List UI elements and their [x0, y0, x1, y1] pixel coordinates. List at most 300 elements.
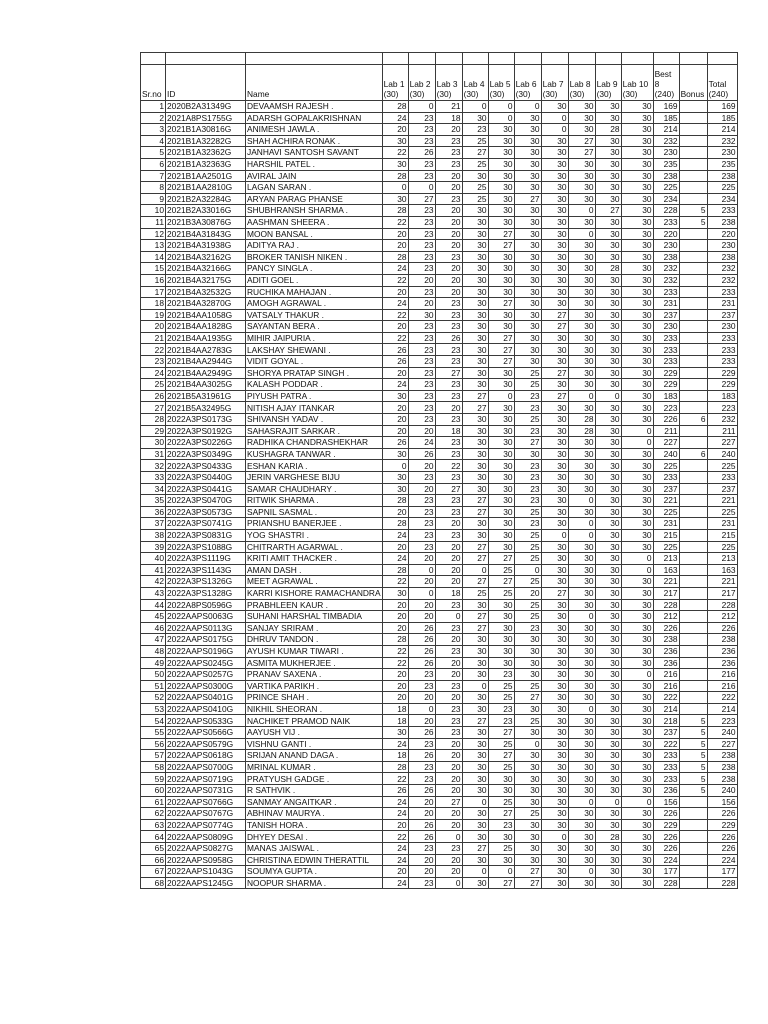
- table-cell: 2021B4A32166G: [166, 263, 246, 275]
- table-cell: 30: [595, 587, 621, 599]
- table-cell: 30: [595, 483, 621, 495]
- table-cell: 30: [488, 645, 514, 657]
- table-cell: 30: [621, 611, 653, 623]
- table-cell: 61: [141, 796, 166, 808]
- table-cell: 30: [488, 448, 514, 460]
- table-cell: 215: [653, 529, 679, 541]
- table-cell: 233: [653, 344, 679, 356]
- table-cell: 25: [488, 761, 514, 773]
- table-cell: 30: [462, 669, 488, 681]
- table-cell: 0: [568, 228, 595, 240]
- table-cell: 23: [514, 622, 541, 634]
- table-cell: 20: [382, 692, 408, 704]
- table-cell: 28: [382, 518, 408, 530]
- table-cell: 0: [408, 703, 435, 715]
- table-cell: 20: [382, 367, 408, 379]
- table-row: [141, 611, 738, 623]
- table-cell: 33: [141, 472, 166, 484]
- table-cell: DHRUV TANDON .: [246, 634, 383, 646]
- table-cell: 30: [621, 506, 653, 518]
- table-cell: 28: [595, 263, 621, 275]
- table-cell: 27: [514, 866, 541, 878]
- table-cell: [679, 379, 707, 391]
- table-cell: 30: [488, 425, 514, 437]
- table-cell: 30: [568, 599, 595, 611]
- table-cell: [679, 680, 707, 692]
- table-cell: 30: [621, 112, 653, 124]
- table-cell: 30: [595, 518, 621, 530]
- table-cell: 25: [514, 379, 541, 391]
- table-cell: 30: [621, 831, 653, 843]
- table-cell: 20: [382, 506, 408, 518]
- table-row: [141, 460, 738, 472]
- table-cell: PRANAV SAXENA .: [246, 669, 383, 681]
- table-cell: 30: [621, 761, 653, 773]
- table-cell: 4: [141, 135, 166, 147]
- table-cell: 30: [382, 472, 408, 484]
- header-cell: Lab 7 (30): [541, 65, 568, 101]
- table-cell: 30: [141, 437, 166, 449]
- table-cell: 20: [435, 170, 462, 182]
- table-cell: 25: [514, 808, 541, 820]
- table-cell: 183: [653, 390, 679, 402]
- table-cell: 20: [382, 240, 408, 252]
- table-cell: 2022AAPS0300G: [166, 680, 246, 692]
- table-cell: 30: [488, 124, 514, 136]
- table-cell: 20: [382, 541, 408, 553]
- table-cell: 23: [514, 472, 541, 484]
- table-cell: 5: [679, 773, 707, 785]
- table-cell: 222: [707, 692, 737, 704]
- table-cell: 26: [408, 819, 435, 831]
- table-cell: LAKSHAY SHEWANI .: [246, 344, 383, 356]
- table-cell: 29: [141, 425, 166, 437]
- table-cell: 30: [595, 379, 621, 391]
- table-row: [141, 402, 738, 414]
- table-cell: 30: [462, 228, 488, 240]
- table-cell: 231: [707, 518, 737, 530]
- table-cell: 0: [435, 831, 462, 843]
- table-cell: 30: [621, 251, 653, 263]
- table-cell: 21: [435, 101, 462, 113]
- table-cell: 236: [653, 645, 679, 657]
- table-cell: 30: [621, 460, 653, 472]
- table-cell: 163: [653, 564, 679, 576]
- table-cell: 214: [653, 703, 679, 715]
- table-cell: 30: [514, 831, 541, 843]
- table-cell: 20: [435, 634, 462, 646]
- table-cell: 224: [653, 854, 679, 866]
- table-cell: 30: [595, 680, 621, 692]
- table-cell: 20: [141, 321, 166, 333]
- table-cell: 31: [141, 448, 166, 460]
- table-cell: 30: [568, 124, 595, 136]
- table-cell: 0: [568, 495, 595, 507]
- table-cell: 20: [382, 611, 408, 623]
- table-cell: 30: [595, 309, 621, 321]
- table-cell: 20: [408, 854, 435, 866]
- table-cell: 23: [408, 205, 435, 217]
- table-cell: SAPNIL SASMAL .: [246, 506, 383, 518]
- table-cell: [679, 506, 707, 518]
- table-cell: 232: [653, 263, 679, 275]
- table-cell: 23: [435, 298, 462, 310]
- table-cell: 27: [462, 506, 488, 518]
- table-cell: 20: [435, 669, 462, 681]
- table-cell: 30: [621, 228, 653, 240]
- table-cell: 30: [595, 611, 621, 623]
- table-row: [141, 727, 738, 739]
- table-cell: 30: [514, 819, 541, 831]
- table-cell: 225: [707, 541, 737, 553]
- table-cell: 24: [382, 112, 408, 124]
- table-cell: 30: [621, 216, 653, 228]
- table-cell: 27: [435, 483, 462, 495]
- table-cell: [679, 228, 707, 240]
- table-cell: 30: [621, 529, 653, 541]
- table-cell: 20: [382, 599, 408, 611]
- table-cell: SAHASRAJIT SARKAR .: [246, 425, 383, 437]
- table-cell: 30: [541, 738, 568, 750]
- table-cell: 23: [408, 414, 435, 426]
- marks-table: [140, 52, 738, 889]
- table-cell: 25: [514, 553, 541, 565]
- table-cell: 30: [514, 298, 541, 310]
- table-cell: 26: [408, 622, 435, 634]
- table-cell: 30: [621, 158, 653, 170]
- table-cell: 25: [514, 611, 541, 623]
- table-cell: 30: [514, 843, 541, 855]
- table-row: [141, 553, 738, 565]
- table-cell: 24: [382, 796, 408, 808]
- table-cell: 27: [462, 576, 488, 588]
- table-cell: 232: [707, 263, 737, 275]
- table-cell: 22: [382, 831, 408, 843]
- table-cell: 233: [653, 750, 679, 762]
- table-cell: 47: [141, 634, 166, 646]
- table-cell: 2022A3PS0441G: [166, 483, 246, 495]
- table-row: [141, 101, 738, 113]
- table-cell: 30: [514, 251, 541, 263]
- table-cell: NOOPUR SHARMA .: [246, 877, 383, 889]
- table-cell: 30: [621, 495, 653, 507]
- table-cell: 30: [541, 611, 568, 623]
- table-cell: 9: [141, 193, 166, 205]
- table-cell: [679, 529, 707, 541]
- table-cell: 30: [541, 796, 568, 808]
- table-cell: 231: [653, 298, 679, 310]
- table-cell: 27: [488, 240, 514, 252]
- table-cell: 30: [621, 147, 653, 159]
- table-row: [141, 437, 738, 449]
- table-cell: [679, 796, 707, 808]
- table-cell: 30: [621, 703, 653, 715]
- table-cell: 2021B4A31843G: [166, 228, 246, 240]
- table-row: [141, 587, 738, 599]
- table-cell: RADHIKA CHANDRASHEKHAR: [246, 437, 383, 449]
- table-cell: 30: [595, 286, 621, 298]
- header-cell: Lab 1 (30): [382, 65, 408, 101]
- table-cell: 30: [382, 158, 408, 170]
- table-cell: 231: [707, 298, 737, 310]
- table-cell: 2021B4AA2944G: [166, 356, 246, 368]
- table-cell: 225: [653, 182, 679, 194]
- table-cell: 0: [568, 866, 595, 878]
- table-row: [141, 866, 738, 878]
- table-cell: 30: [462, 808, 488, 820]
- table-cell: 30: [568, 506, 595, 518]
- table-cell: [679, 101, 707, 113]
- table-row: [141, 274, 738, 286]
- table-cell: 23: [514, 518, 541, 530]
- table-cell: 23: [408, 541, 435, 553]
- table-cell: 30: [621, 599, 653, 611]
- table-cell: 30: [382, 727, 408, 739]
- table-cell: 28: [382, 634, 408, 646]
- table-cell: 30: [514, 286, 541, 298]
- table-cell: 30: [488, 541, 514, 553]
- table-cell: 2022AAPS0410G: [166, 703, 246, 715]
- table-cell: 227: [707, 738, 737, 750]
- table-cell: 23: [408, 877, 435, 889]
- table-cell: 183: [707, 390, 737, 402]
- table-cell: 28: [382, 101, 408, 113]
- table-cell: 23: [435, 135, 462, 147]
- table-row: [141, 193, 738, 205]
- table-cell: 5: [141, 147, 166, 159]
- table-cell: 30: [382, 448, 408, 460]
- table-cell: 227: [653, 437, 679, 449]
- table-cell: 30: [568, 321, 595, 333]
- table-cell: 30: [595, 529, 621, 541]
- table-cell: 26: [141, 390, 166, 402]
- table-cell: 2021B1A30816G: [166, 124, 246, 136]
- table-cell: 30: [595, 460, 621, 472]
- table-cell: 23: [435, 158, 462, 170]
- table-row: [141, 135, 738, 147]
- table-cell: 1: [141, 101, 166, 113]
- table-cell: 214: [707, 703, 737, 715]
- table-cell: 2021B3A30876G: [166, 216, 246, 228]
- table-cell: 0: [621, 669, 653, 681]
- table-cell: 177: [653, 866, 679, 878]
- table-cell: 30: [595, 773, 621, 785]
- table-cell: [679, 240, 707, 252]
- table-cell: 30: [621, 634, 653, 646]
- table-cell: 30: [568, 101, 595, 113]
- table-cell: 27: [488, 228, 514, 240]
- table-cell: 30: [568, 298, 595, 310]
- table-cell: 30: [621, 645, 653, 657]
- table-cell: 30: [541, 402, 568, 414]
- table-cell: 30: [595, 785, 621, 797]
- table-cell: 30: [541, 657, 568, 669]
- table-cell: 30: [514, 147, 541, 159]
- table-cell: 30: [568, 808, 595, 820]
- table-cell: 30: [595, 448, 621, 460]
- table-cell: 240: [707, 448, 737, 460]
- table-cell: 30: [514, 240, 541, 252]
- table-cell: ADITYA RAJ .: [246, 240, 383, 252]
- table-row: [141, 634, 738, 646]
- table-cell: 30: [541, 866, 568, 878]
- table-cell: [679, 112, 707, 124]
- table-cell: 65: [141, 843, 166, 855]
- table-row: [141, 495, 738, 507]
- table-cell: 6: [679, 414, 707, 426]
- table-cell: 26: [435, 332, 462, 344]
- table-cell: 67: [141, 866, 166, 878]
- table-cell: 238: [707, 761, 737, 773]
- table-cell: 30: [488, 263, 514, 275]
- table-cell: 18: [382, 750, 408, 762]
- table-cell: 30: [514, 344, 541, 356]
- table-cell: 2021B4A32532G: [166, 286, 246, 298]
- table-cell: SANJAY SRIRAM .: [246, 622, 383, 634]
- table-cell: 30: [382, 587, 408, 599]
- table-cell: 30: [541, 773, 568, 785]
- table-cell: 30: [621, 866, 653, 878]
- table-cell: 222: [653, 692, 679, 704]
- table-cell: 25: [488, 692, 514, 704]
- table-cell: 2022A3PS0192G: [166, 425, 246, 437]
- table-cell: 228: [653, 205, 679, 217]
- table-cell: 2022AAPS0579G: [166, 738, 246, 750]
- table-cell: 0: [408, 182, 435, 194]
- table-cell: 30: [462, 738, 488, 750]
- table-cell: 23: [408, 321, 435, 333]
- table-cell: 18: [141, 298, 166, 310]
- table-cell: 22: [382, 147, 408, 159]
- table-cell: 30: [462, 750, 488, 762]
- table-cell: 20: [435, 761, 462, 773]
- table-cell: 20: [435, 182, 462, 194]
- table-cell: 20: [382, 321, 408, 333]
- table-cell: 30: [514, 750, 541, 762]
- table-cell: 2022AAPS0809G: [166, 831, 246, 843]
- table-cell: [679, 843, 707, 855]
- table-cell: 0: [488, 112, 514, 124]
- table-cell: 30: [621, 727, 653, 739]
- table-cell: 23: [408, 228, 435, 240]
- table-cell: 2022A3PS0470G: [166, 495, 246, 507]
- table-cell: 30: [568, 332, 595, 344]
- table-cell: 236: [653, 657, 679, 669]
- table-cell: 226: [707, 843, 737, 855]
- header-cell: Lab 4 (30): [462, 65, 488, 101]
- table-cell: 233: [653, 472, 679, 484]
- table-cell: 30: [595, 877, 621, 889]
- table-cell: 20: [408, 483, 435, 495]
- table-cell: 30: [541, 622, 568, 634]
- table-cell: 30: [488, 135, 514, 147]
- table-cell: 233: [653, 773, 679, 785]
- table-cell: 24: [382, 263, 408, 275]
- table-cell: 30: [568, 819, 595, 831]
- table-cell: 30: [488, 286, 514, 298]
- table-cell: 23: [408, 286, 435, 298]
- table-cell: 25: [514, 367, 541, 379]
- table-cell: 30: [621, 808, 653, 820]
- table-cell: 20: [382, 680, 408, 692]
- table-cell: 28: [568, 414, 595, 426]
- table-cell: 26: [408, 657, 435, 669]
- table-cell: 15: [141, 263, 166, 275]
- table-cell: 32: [141, 460, 166, 472]
- table-cell: 27: [488, 332, 514, 344]
- table-cell: 23: [408, 843, 435, 855]
- table-cell: 23: [408, 761, 435, 773]
- table-cell: MANAS JAISWAL .: [246, 843, 383, 855]
- table-cell: 21: [141, 332, 166, 344]
- table-cell: 225: [707, 182, 737, 194]
- table-cell: 24: [382, 877, 408, 889]
- table-cell: 30: [595, 472, 621, 484]
- header-cell: Lab 10 (30): [621, 65, 653, 101]
- table-cell: 30: [621, 286, 653, 298]
- table-cell: 30: [595, 228, 621, 240]
- table-cell: 30: [621, 205, 653, 217]
- table-cell: 30: [541, 240, 568, 252]
- table-cell: 2022A3PS1328G: [166, 587, 246, 599]
- table-cell: 5: [679, 205, 707, 217]
- table-cell: 27: [462, 390, 488, 402]
- table-cell: 0: [382, 182, 408, 194]
- table-cell: 30: [568, 460, 595, 472]
- table-cell: 5: [679, 216, 707, 228]
- table-cell: VATSALY THAKUR .: [246, 309, 383, 321]
- table-cell: 30: [488, 611, 514, 623]
- table-cell: 30: [568, 344, 595, 356]
- table-cell: [679, 831, 707, 843]
- table-cell: 233: [653, 286, 679, 298]
- table-cell: 30: [595, 634, 621, 646]
- table-cell: 2022AAPS0958G: [166, 854, 246, 866]
- table-cell: 20: [408, 576, 435, 588]
- table-row: [141, 240, 738, 252]
- table-cell: PIYUSH PATRA .: [246, 390, 383, 402]
- table-cell: 30: [568, 831, 595, 843]
- table-cell: 2022AAPS0063G: [166, 611, 246, 623]
- table-cell: 30: [568, 657, 595, 669]
- table-cell: 30: [462, 460, 488, 472]
- table-row: [141, 518, 738, 530]
- table-cell: 40: [141, 553, 166, 565]
- table-cell: 233: [707, 332, 737, 344]
- table-cell: 30: [541, 460, 568, 472]
- table-cell: 30: [514, 761, 541, 773]
- table-cell: 30: [568, 240, 595, 252]
- table-cell: 30: [568, 843, 595, 855]
- table-cell: ASMITA MUKHERJEE .: [246, 657, 383, 669]
- table-cell: 23: [141, 356, 166, 368]
- table-cell: 0: [568, 703, 595, 715]
- table-cell: 23: [435, 437, 462, 449]
- table-cell: 228: [707, 599, 737, 611]
- table-cell: 2021B1AA2501G: [166, 170, 246, 182]
- table-cell: 2021B1A32363G: [166, 158, 246, 170]
- table-cell: 30: [595, 251, 621, 263]
- table-cell: 30: [541, 576, 568, 588]
- table-cell: 169: [707, 101, 737, 113]
- table-cell: 20: [408, 692, 435, 704]
- table-cell: 27: [514, 877, 541, 889]
- table-cell: 228: [653, 599, 679, 611]
- table-cell: [679, 251, 707, 263]
- table-cell: 30: [514, 216, 541, 228]
- table-cell: 2022A3PS1088G: [166, 541, 246, 553]
- table-cell: 30: [621, 448, 653, 460]
